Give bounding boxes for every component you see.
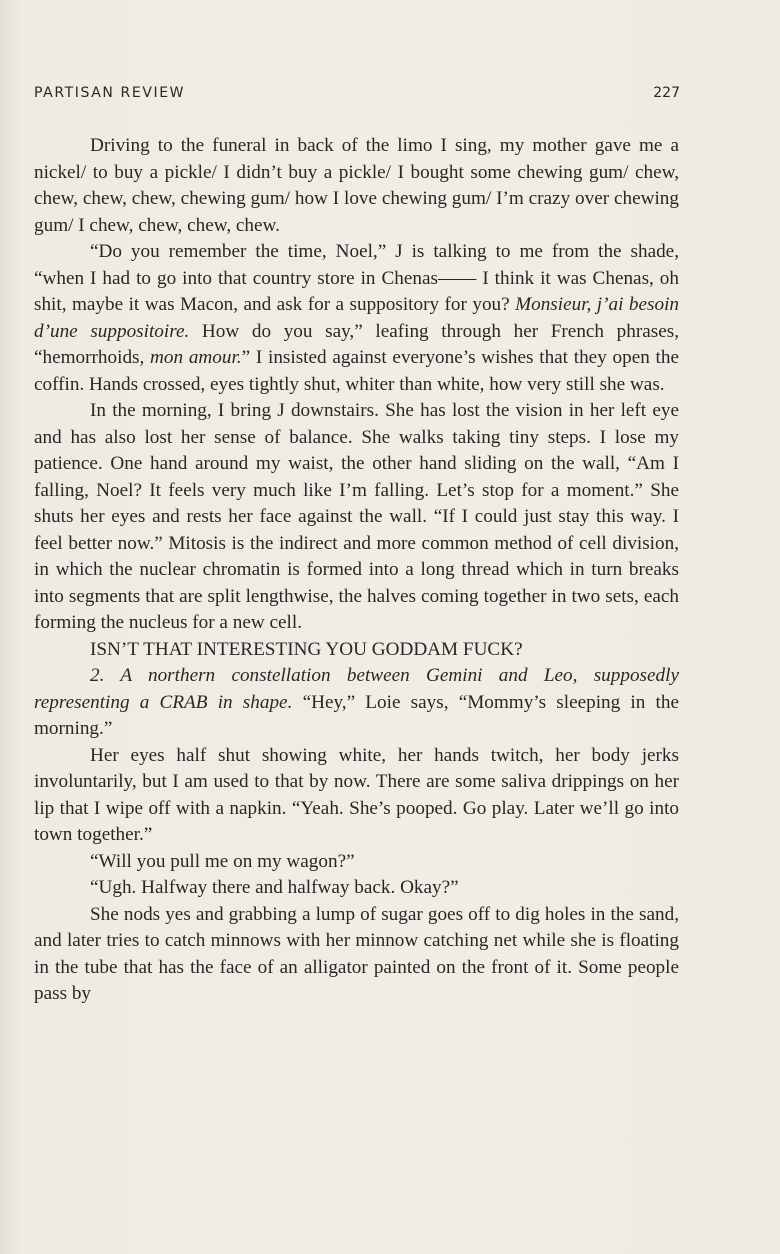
paragraph-constellation: 2. A northern constellation between Gemini and Leo, supposedly representing a CRAB in shape. “Hey,” Loie says, “Mommy’s sleeping in the morning.” — [34, 665, 679, 739]
paragraph-halfway: “Ugh. Halfway there and halfway back. Okay?” — [90, 877, 459, 898]
paragraph-sand: She nods yes and grabbing a lump of sugar goes off to dig holes in the sand, and later tries to catch minnows with her minnow catching net while she is floating in the tube that has the face of an alligator painted on the front of it. Some people pass by — [34, 903, 679, 1004]
paragraph-suppository: “Do you remember the time, Noel,” J is talking to me from the shade, “when I had to go into that country store in Chenas—— I think it was Chenas, oh shit, maybe it was Macon, and ask for a suppository for you? Monsieur, j’ai besoin d’une suppositoire. How do you say,” leafing through her French phrases, “hemorrhoids, mon amour.” I insisted against everyone’s wishes that they open the coffin. Hands crossed, eyes tightly shut, whiter than white, how very still she was. — [34, 241, 679, 395]
paragraph-eyes: Her eyes half shut showing white, her hands twitch, her body jerks involuntarily, but I am used to that by now. There are some saliva drippings on her lip that I wipe off with a napkin. “Yeah. She’s pooped. Go play. Later we’ll go into town together.” — [34, 744, 679, 845]
page-number: 227 — [653, 85, 680, 101]
paragraph-outburst: ISN’T THAT INTERESTING YOU GODDAM FUCK? — [90, 638, 523, 660]
journal-title: PARTISAN REVIEW — [34, 85, 186, 101]
paragraph-morning: In the morning, I bring J downstairs. She has lost the vision in her left eye and has also lost her sense of balance. She walks taking tiny steps. I lose my patience. One hand around my waist, the other hand sliding on the wall, “Am I falling, Noel? It feels very much like I’m falling. Let’s stop for a moment.” She shuts her eyes and rests her face against the wall. “If I could just stay this way. I feel better now.” Mitosis is the indirect and more common method of cell division, in which the nuclear chromatin is formed into a long thread which in turn breaks into segments that are split lengthwise, the halves coming together in two sets, each forming the nucleus for a new cell. — [34, 400, 679, 633]
paragraph-funeral-song: Driving to the funeral in back of the limo I sing, my mother gave me a nickel/ to buy a pickle/ I didn’t buy a pickle/ I bought some chewing gum/ chew, chew, chew, chew, chewing gum/ how I love chewing gum/ I’m crazy over chewing gum/ I chew, chew, chew, chew. — [34, 135, 679, 236]
body-text — [34, 133, 679, 1008]
paragraph-wagon: “Will you pull me on my wagon?” — [90, 850, 355, 872]
